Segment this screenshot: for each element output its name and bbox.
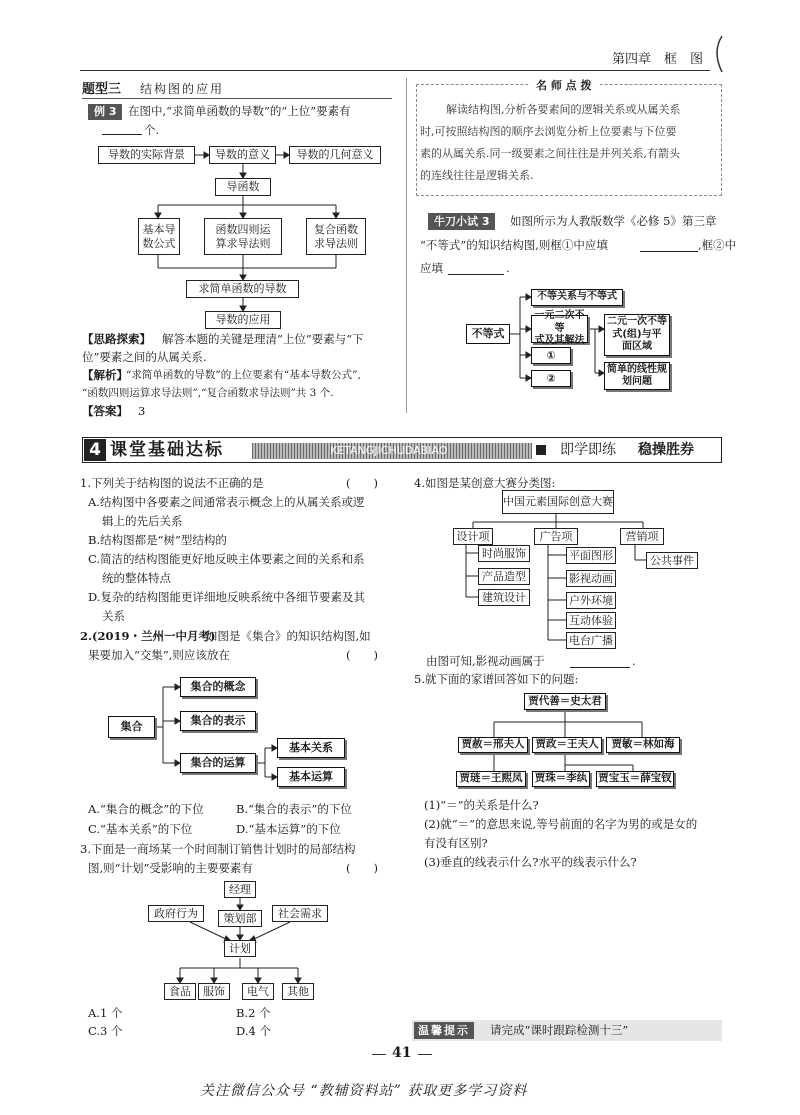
q2-option-a: A.“集合的概念”的下位 bbox=[88, 802, 204, 816]
plan-food: 食品 bbox=[164, 983, 196, 1000]
analysis-label: 【解析】 bbox=[82, 368, 128, 382]
section-subtitle: 结构图的应用 bbox=[140, 82, 225, 96]
family-jia-lian: 贾琏＝王熙凤 bbox=[456, 771, 526, 787]
banner-slogan2: 稳操胜券 bbox=[638, 442, 694, 458]
contest-ad-graphic: 平面图形 bbox=[566, 547, 616, 564]
node-derivative-meaning: 导数的意义 bbox=[209, 146, 276, 164]
analysis-text1: “求简单函数的导数”的上位要素有“基本导数公式”, bbox=[126, 369, 361, 381]
banner-pinyin: KETANGJICHUDABIAO bbox=[330, 444, 448, 457]
banner-slogan1: 即学即练 bbox=[560, 442, 616, 458]
ineq-node6-line1: 简单的线性规 bbox=[607, 363, 667, 375]
q1-option-a2: 辑上的先后关系 bbox=[102, 514, 183, 528]
analysis-text2: “函数四则运算求导法则”,“复合函数求导法则”共 3 个. bbox=[82, 387, 334, 399]
node-simple-derivative: 求简单函数的导数 bbox=[186, 280, 299, 298]
node-basic-formula-line2: 数公式 bbox=[142, 236, 176, 250]
contest-ad-radio: 电台广播 bbox=[566, 632, 616, 649]
plan-planning-dept: 策划部 bbox=[218, 910, 262, 927]
contest-ad-animation: 影视动画 bbox=[566, 570, 616, 587]
node-derived-function: 导函数 bbox=[215, 178, 271, 196]
trial-label: 牛刀小试 3 bbox=[428, 213, 495, 230]
ineq-blank2: ② bbox=[531, 370, 571, 387]
ineq-node5-line3: 面区域 bbox=[622, 341, 652, 353]
q1-option-b: B.结构图都是“树”型结构的 bbox=[88, 533, 227, 547]
contest-ad-interactive: 互动体验 bbox=[566, 612, 616, 629]
q3-stem1: 3.下面是一商场某一个时间制订销售计划时的局部结构 bbox=[80, 842, 356, 856]
q2-source: 2.(2019・兰州一中月考) bbox=[80, 629, 216, 643]
family-jia-min: 贾敏＝林如海 bbox=[606, 737, 680, 753]
contest-design-fashion: 时尚服饰 bbox=[478, 545, 530, 562]
page-number: 41 bbox=[392, 1045, 412, 1061]
node-basic-formula-line1: 基本导 bbox=[142, 222, 176, 236]
node-derivative-background: 导数的实际背景 bbox=[98, 146, 195, 164]
trial-text3: ,框②中 bbox=[698, 238, 737, 252]
trial-text1: 如图所示为人教版数学《必修 5》第三章 bbox=[510, 214, 717, 228]
contest-ad-outdoor: 户外环境 bbox=[566, 592, 616, 609]
contest-design-product: 产品造型 bbox=[478, 568, 530, 585]
set-basic-relation: 基本关系 bbox=[277, 738, 345, 758]
q1-stem: 1.下列关于结构图的说法不正确的是 bbox=[80, 476, 264, 490]
idea-text2: 位”要素之间的从属关系. bbox=[82, 350, 207, 364]
ineq-node1: 不等关系与不等式 bbox=[531, 289, 623, 306]
q3-option-b: B.2 个 bbox=[236, 1006, 271, 1020]
q5-stem: 5.就下面的家谱回答如下的问题: bbox=[414, 672, 579, 686]
tip-line3: 素的从属关系.同一级要素之间往往是并列关系,有箭头 bbox=[420, 147, 680, 160]
q2-paren: ( ) bbox=[346, 648, 378, 662]
ineq-node2-line1: 一元二次不等 bbox=[534, 310, 585, 334]
q4-tail: 由图可知,影视动画属于 bbox=[426, 654, 545, 668]
q1-paren: ( ) bbox=[346, 476, 378, 490]
plan-plan: 计划 bbox=[224, 940, 256, 957]
family-jia-she: 贾赦＝邢夫人 bbox=[458, 737, 528, 753]
example-label: 例 3 bbox=[88, 104, 122, 120]
plan-government: 政府行为 bbox=[148, 905, 204, 922]
plan-other: 其他 bbox=[282, 983, 314, 1000]
contest-marketing-public: 公共事件 bbox=[646, 552, 698, 569]
example-text1: 在图中,“求简单函数的导数”的“上位”要素有 bbox=[128, 104, 351, 118]
q3-option-d: D.4 个 bbox=[236, 1024, 271, 1038]
ineq-node2-line2: 式及其解法 bbox=[534, 335, 585, 347]
tip-title: 名 师 点 拨 bbox=[530, 76, 598, 95]
node-four-ops-line1: 函数四则运 bbox=[215, 222, 271, 236]
family-root: 贾代善＝史太君 bbox=[524, 693, 606, 710]
q5-sub2b: 有没有区别? bbox=[424, 836, 488, 850]
ineq-node5-line1: 二元一次不等 bbox=[607, 316, 667, 328]
contest-ad: 广告项 bbox=[534, 528, 578, 545]
family-jia-zhu: 贾珠＝李纨 bbox=[532, 771, 590, 787]
q3-stem2: 图,则“计划”受影响的主要要素有 bbox=[88, 861, 253, 875]
answer-value: 3 bbox=[138, 404, 146, 418]
node-composite-line1: 复合函数 bbox=[314, 222, 358, 236]
plan-electric: 电气 bbox=[242, 983, 274, 1000]
set-root: 集合 bbox=[108, 716, 155, 738]
ineq-node6-line2: 划问题 bbox=[622, 376, 652, 387]
page-number-left-rule bbox=[372, 1054, 386, 1055]
trial-text4: 应填 bbox=[420, 261, 443, 275]
warm-tip-label: 温馨提示 bbox=[414, 1022, 474, 1039]
footer-promo: 关注微信公众号 “教辅资料站” 获取更多学习资料 bbox=[200, 1083, 528, 1099]
ineq-blank1: ① bbox=[531, 347, 571, 364]
q1-option-d1: D.复杂的结构图能更详细地反映系统中各细节要素及其 bbox=[88, 590, 365, 604]
q2-option-b: B.“集合的表示”的下位 bbox=[236, 802, 352, 816]
q1-option-c1: C.简洁的结构图能更好地反映主体要素之间的关系和系 bbox=[88, 552, 365, 566]
q1-option-d2: 关系 bbox=[102, 609, 125, 623]
node-derivative-application: 导数的应用 bbox=[205, 311, 281, 329]
set-operation: 集合的运算 bbox=[180, 753, 256, 773]
q4-stem: 4.如图是某创意大赛分类图: bbox=[414, 476, 556, 490]
tip-line2: 时,可按照结构图的顺序去浏览分析上位要素与下位要 bbox=[420, 125, 677, 138]
chapter-header: 第四章 框 图 bbox=[612, 52, 704, 67]
example-text2: 个. bbox=[144, 123, 160, 137]
plan-clothing: 服饰 bbox=[198, 983, 230, 1000]
plan-manager: 经理 bbox=[224, 881, 256, 898]
ineq-root: 不等式 bbox=[466, 324, 510, 344]
idea-text1: 解答本题的关键是理清“上位”要素与“下 bbox=[162, 332, 364, 346]
q2-option-d: D.“基本运算”的下位 bbox=[236, 822, 341, 836]
contest-root: 中国元素国际创意大赛 bbox=[502, 490, 614, 514]
q4-period: . bbox=[632, 654, 636, 668]
trial-text2: “不等式”的知识结构图,则框①中应填 bbox=[420, 238, 608, 252]
q1-option-a1: A.结构图中各要素之间通常表示概念上的从属关系或逻 bbox=[88, 495, 365, 509]
set-concept: 集合的概念 bbox=[180, 677, 256, 697]
contest-marketing: 营销项 bbox=[620, 528, 664, 545]
node-derivative-geometric: 导数的几何意义 bbox=[289, 146, 381, 164]
banner-title: 课堂基础达标 bbox=[110, 440, 224, 460]
q1-option-c2: 统的整体特点 bbox=[102, 571, 171, 585]
family-jia-baoyu: 贾宝玉＝薛宝钗 bbox=[596, 771, 674, 787]
q2-stem2: 果要加入“交集”,则应该放在 bbox=[88, 648, 230, 662]
set-representation: 集合的表示 bbox=[180, 711, 256, 731]
q3-option-a: A.1 个 bbox=[88, 1006, 123, 1020]
plan-social-demand: 社会需求 bbox=[272, 905, 328, 922]
warm-tip-text: 请完成“课时跟踪检测十三” bbox=[490, 1023, 629, 1037]
answer-label: 【答案】 bbox=[82, 404, 128, 418]
set-basic-operation: 基本运算 bbox=[277, 767, 345, 787]
page-number-right-rule bbox=[418, 1054, 432, 1055]
q2-option-c: C.“基本关系”的下位 bbox=[88, 822, 193, 836]
q2-stem1: 如图是《集合》的知识结构图,如 bbox=[206, 629, 371, 643]
tip-line1: 解读结构图,分析各要素间的逻辑关系或从属关系 bbox=[446, 103, 681, 116]
node-four-ops-line2: 算求导法则 bbox=[215, 236, 271, 250]
family-jia-zheng: 贾政＝王夫人 bbox=[532, 737, 602, 753]
section-title: 题型三 bbox=[82, 82, 122, 97]
node-composite-line2: 求导法则 bbox=[314, 236, 358, 250]
idea-label: 【思路探索】 bbox=[82, 332, 151, 346]
q3-paren: ( ) bbox=[346, 861, 378, 875]
contest-design-architecture: 建筑设计 bbox=[478, 589, 530, 606]
q5-sub3: (3)垂直的线表示什么?水平的线表示什么? bbox=[424, 855, 637, 869]
q5-sub1: (1)“＝”的关系是什么? bbox=[424, 798, 539, 812]
contest-design: 设计项 bbox=[453, 528, 493, 545]
tip-line4: 的连线往往是逻辑关系. bbox=[420, 169, 534, 182]
ineq-node5-line2: 式(组)与平 bbox=[612, 328, 662, 340]
banner-number: 4 bbox=[84, 439, 106, 461]
q5-sub2a: (2)就“＝”的意思来说,等号前面的名字为男的或是女的 bbox=[424, 817, 698, 831]
trial-period: . bbox=[506, 261, 510, 275]
q3-option-c: C.3 个 bbox=[88, 1024, 123, 1038]
